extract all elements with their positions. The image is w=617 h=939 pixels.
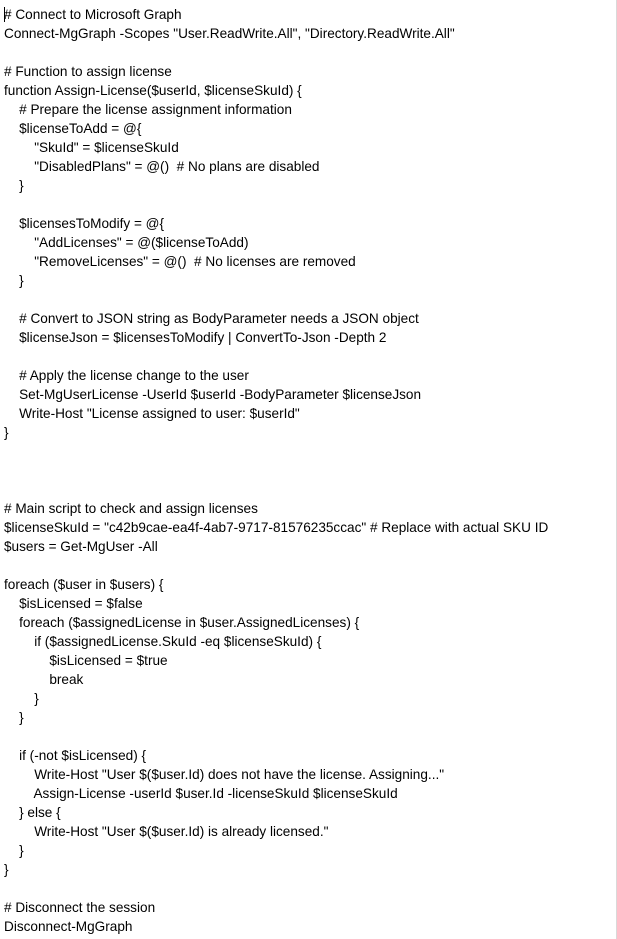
code-line[interactable]: function Assign-License($userId, $licenseSkuId) { [4,83,302,98]
code-line[interactable] [4,480,616,499]
code-line[interactable]: if (-not $isLicensed) { [4,748,147,763]
code-line[interactable]: "RemoveLicenses" = @() # No licenses are removed [4,254,356,269]
code-line[interactable] [4,556,616,575]
code-line[interactable]: Assign-License -userId $user.Id -licenseSkuId $licenseSkuId [4,786,398,801]
code-line[interactable]: "DisabledPlans" = @() # No plans are disabled [4,159,320,174]
code-line[interactable]: foreach ($user in $users) { [4,577,164,592]
code-line[interactable] [4,195,616,214]
code-line[interactable]: } [4,862,9,877]
code-line[interactable] [4,461,616,480]
code-line[interactable]: if ($assignedLicense.SkuId -eq $licenseSkuId) { [4,634,322,649]
code-line[interactable]: # Prepare the license assignment information [4,102,292,117]
code-line[interactable]: $licensesToModify = @{ [4,216,165,231]
code-line[interactable] [4,727,616,746]
code-line[interactable] [4,290,616,309]
code-line[interactable] [4,442,616,461]
code-line[interactable]: Set-MgUserLicense -UserId $userId -BodyParameter $licenseJson [4,387,422,402]
code-line[interactable]: } else { [4,805,61,820]
code-line[interactable]: } [4,843,24,858]
code-line[interactable]: } [4,710,24,725]
code-line[interactable]: break [4,672,84,687]
code-line[interactable]: $users = Get-MgUser -All [4,539,158,554]
code-line[interactable] [4,879,616,898]
code-line[interactable]: $licenseSkuId = "c42b9cae-ea4f-4ab7-9717-81576235ccac" # Replace with actual SKU ID [4,520,549,535]
code-line[interactable]: # Connect to Microsoft Graph [4,7,182,22]
code-line[interactable]: Connect-MgGraph -Scopes "User.ReadWrite.All", "Directory.ReadWrite.All" [4,26,455,41]
code-line[interactable]: } [4,178,24,193]
code-line[interactable] [4,43,616,62]
code-line[interactable]: $licenseToAdd = @{ [4,121,142,136]
code-line[interactable]: Write-Host "License assigned to user: $userId" [4,406,300,421]
code-line[interactable]: "SkuId" = $licenseSkuId [4,140,179,155]
code-line[interactable]: # Convert to JSON string as BodyParameter needs a JSON object [4,311,419,326]
code-line[interactable]: Write-Host "User $($user.Id) is already licensed." [4,824,329,839]
code-line[interactable]: Write-Host "User $($user.Id) does not have the license. Assigning..." [4,767,445,782]
code-line[interactable]: Disconnect-MgGraph [4,919,133,934]
code-line[interactable]: "AddLicenses" = @($licenseToAdd) [4,235,249,250]
code-line[interactable]: foreach ($assignedLicense in $user.AssignedLicenses) { [4,615,360,630]
code-line[interactable]: # Disconnect the session [4,900,156,915]
code-line[interactable] [4,347,616,366]
code-line[interactable]: # Function to assign license [4,64,172,79]
code-line[interactable]: # Apply the license change to the user [4,368,249,383]
code-line[interactable]: } [4,425,9,440]
code-line[interactable]: $isLicensed = $true [4,653,168,668]
code-content[interactable] [4,5,616,936]
code-line[interactable]: $licenseJson = $licensesToModify | ConvertTo-Json -Depth 2 [4,330,387,345]
code-line[interactable]: # Main script to check and assign licenses [4,501,258,516]
code-line[interactable]: } [4,273,24,288]
code-line[interactable]: } [4,691,39,706]
code-line[interactable]: $isLicensed = $false [4,596,143,611]
